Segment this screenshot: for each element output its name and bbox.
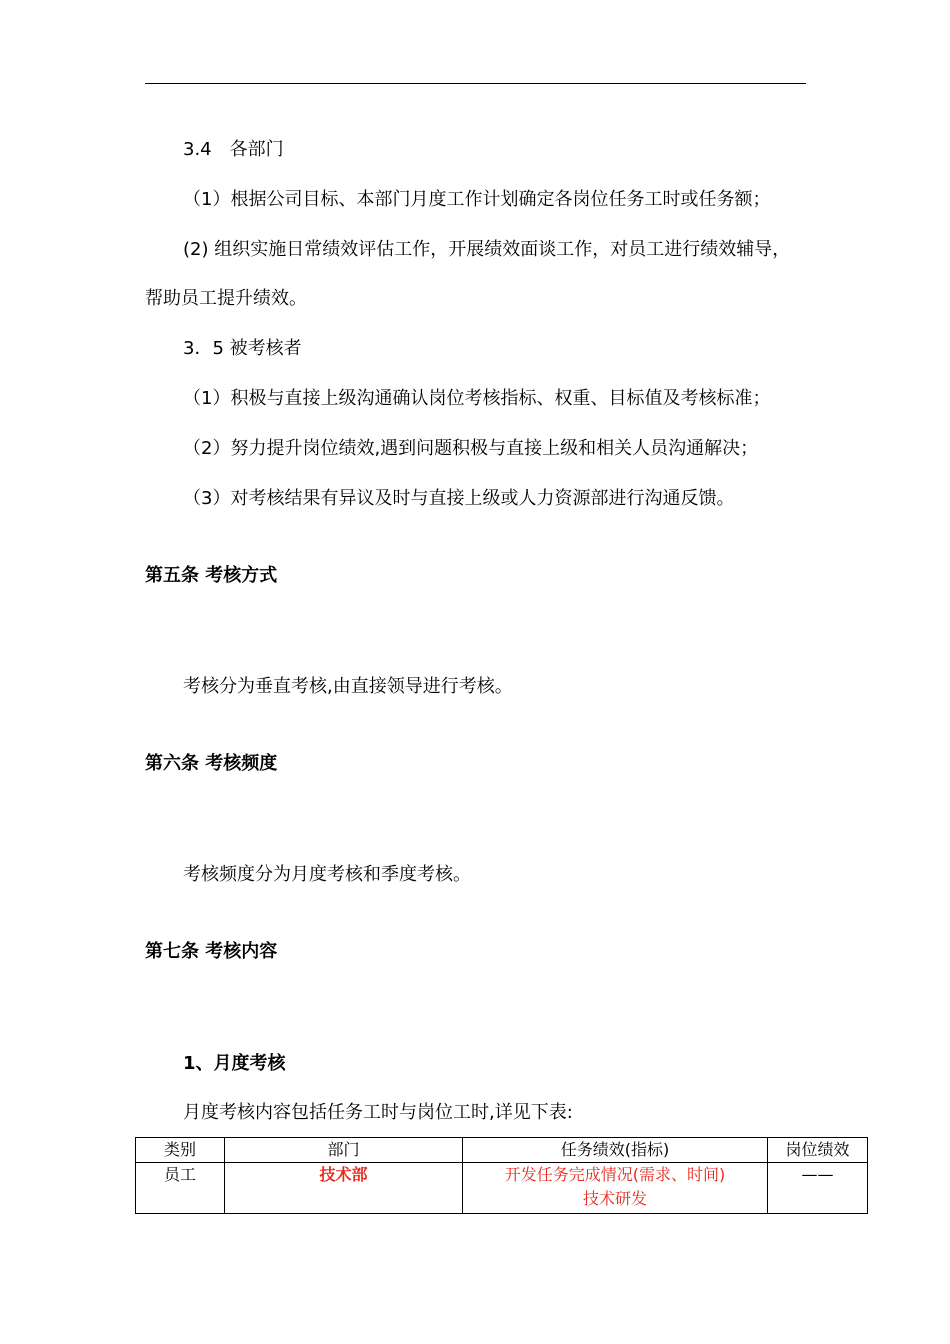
header-rule: [145, 83, 806, 84]
section-3-4-item-1: （1）根据公司目标、本部门月度工作计划确定各岗位任务工时或任务额；: [183, 189, 771, 210]
section-3-5-item-3: （3）对考核结果有异议及时与直接上级或人力资源部进行沟通反馈。: [183, 488, 735, 509]
cell-task-line-1: 开发任务完成情况(需求、时间): [504, 1165, 726, 1184]
article-6-text: 考核频度分为月度考核和季度考核。: [183, 864, 471, 885]
section-3-5-item-2: （2）努力提升岗位绩效,遇到问题积极与直接上级和相关人员沟通解决；: [183, 438, 759, 459]
assessment-table: [135, 1137, 868, 1214]
cell-department: 技术部: [225, 1163, 463, 1214]
article-7-title: 第七条 考核内容: [145, 941, 278, 962]
section-3-4-item-2-line-1: (2) 组织实施日常绩效评估工作，开展绩效面谈工作，对员工进行绩效辅导，: [183, 239, 791, 260]
monthly-assessment-text: 月度考核内容包括任务工时与岗位工时,详见下表:: [183, 1102, 573, 1123]
section-3-4-item-2-line-2: 帮助员工提升绩效。: [145, 288, 307, 309]
header-department: 部门: [225, 1138, 463, 1163]
article-6-title: 第六条 考核频度: [145, 753, 278, 774]
cell-task-performance: [463, 1163, 768, 1214]
section-3-4-heading: 3.4 各部门: [183, 139, 284, 160]
article-5-title: 第五条 考核方式: [145, 565, 278, 586]
table-row: [136, 1163, 868, 1214]
section-3-5-item-1: （1）积极与直接上级沟通确认岗位考核指标、权重、目标值及考核标准；: [183, 388, 771, 409]
cell-task-line-2: 技术研发: [582, 1189, 647, 1208]
cell-position-performance: ——: [768, 1163, 868, 1214]
header-task-performance: 任务绩效(指标): [463, 1138, 768, 1163]
cell-category: 员工: [136, 1163, 225, 1214]
article-5-text: 考核分为垂直考核,由直接领导进行考核。: [183, 676, 513, 697]
table-header-row: [136, 1138, 868, 1163]
header-category: 类别: [136, 1138, 225, 1163]
header-position-performance: 岗位绩效: [768, 1138, 868, 1163]
section-3-5-heading: 3．5 被考核者: [183, 338, 302, 359]
monthly-assessment-title: 1、月度考核: [183, 1053, 286, 1074]
